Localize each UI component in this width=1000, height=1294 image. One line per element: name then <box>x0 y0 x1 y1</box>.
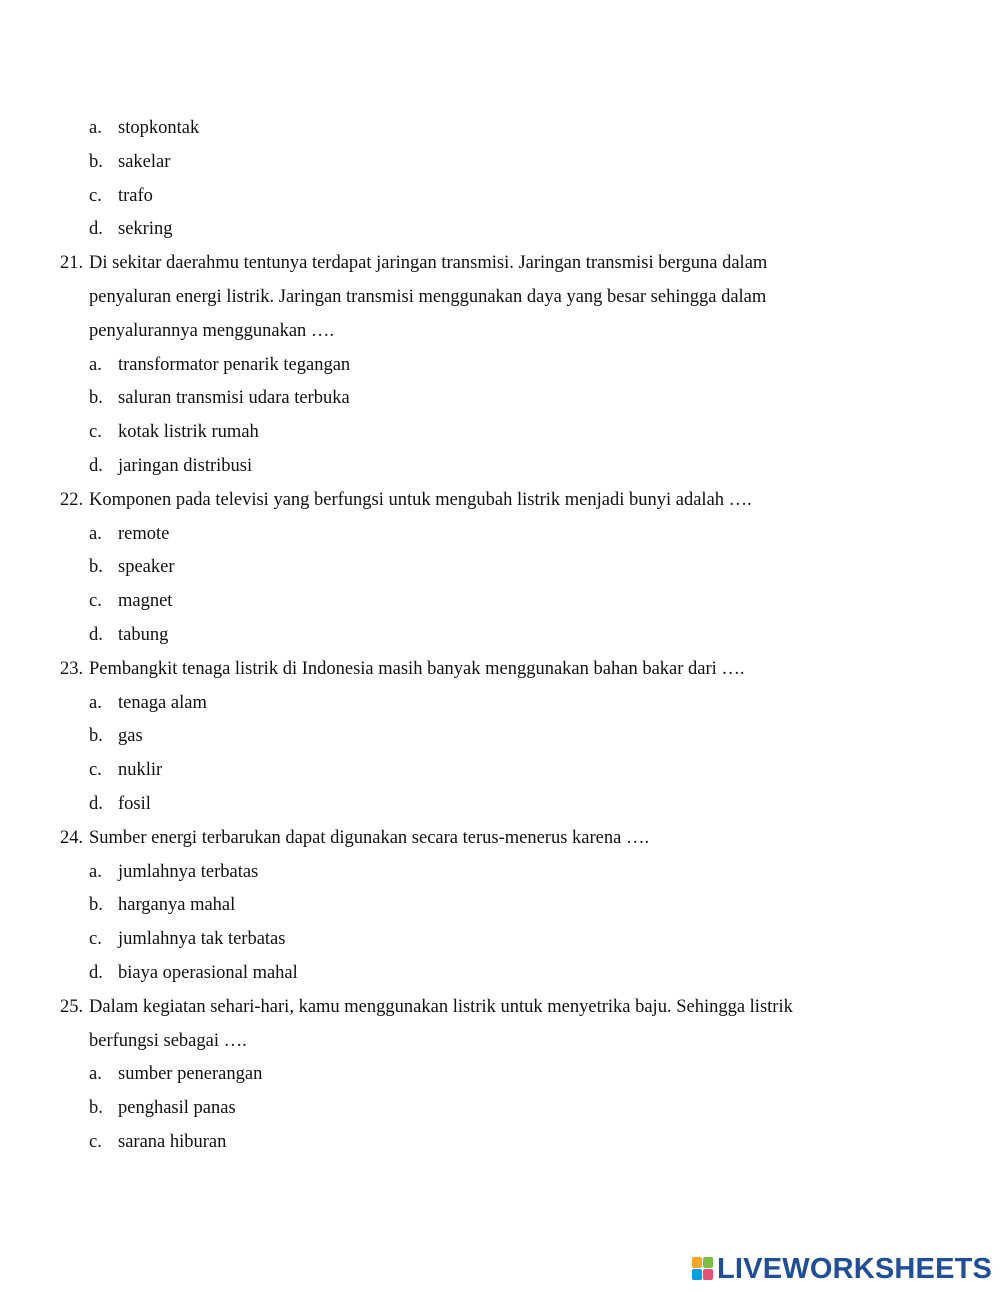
option-text: tenaga alam <box>118 692 207 713</box>
liveworksheets-logo-text: LIVEWORKSHEETS <box>717 1253 993 1285</box>
question-number: 21. <box>60 253 84 274</box>
option-letter: c. <box>89 929 102 950</box>
question-text: Sumber energi terbarukan dapat digunakan secara terus-menerus karena …. <box>89 827 650 848</box>
option-item <box>0 720 1000 754</box>
option-text: sumber penerangan <box>118 1064 263 1085</box>
option-text: jaringan distribusi <box>118 455 253 476</box>
option-text: harganya mahal <box>118 895 236 916</box>
option-item <box>0 349 1000 383</box>
option-letter: c. <box>89 422 102 443</box>
option-item <box>0 788 1000 822</box>
option-text: magnet <box>118 591 173 612</box>
question-line <box>0 315 1000 349</box>
question-number: 23. <box>60 658 84 679</box>
option-item <box>0 382 1000 416</box>
option-item <box>0 180 1000 214</box>
option-item <box>0 856 1000 890</box>
question-number: 24. <box>60 827 84 848</box>
option-item <box>0 112 1000 146</box>
liveworksheets-logo <box>692 1254 992 1284</box>
option-letter: d. <box>89 793 103 814</box>
option-letter: c. <box>89 185 102 206</box>
option-item <box>0 1126 1000 1160</box>
option-item <box>0 213 1000 247</box>
option-letter: c. <box>89 760 102 781</box>
option-letter: a. <box>89 861 102 882</box>
option-item <box>0 754 1000 788</box>
option-letter: b. <box>89 726 103 747</box>
option-text: biaya operasional mahal <box>118 962 298 983</box>
option-letter: d. <box>89 219 103 240</box>
option-text: transformator penarik tegangan <box>118 354 351 375</box>
question-text: Di sekitar daerahmu tentunya terdapat jaringan transmisi. Jaringan transmisi berguna dalam <box>89 253 768 274</box>
option-letter: a. <box>89 118 102 138</box>
option-item <box>0 518 1000 552</box>
question-line <box>0 281 1000 315</box>
option-text: sekring <box>118 219 173 240</box>
option-item <box>0 1058 1000 1092</box>
option-item <box>0 619 1000 653</box>
option-text: sakelar <box>118 151 171 172</box>
option-letter: a. <box>89 523 102 544</box>
option-letter: b. <box>89 151 103 172</box>
option-item <box>0 450 1000 484</box>
option-item <box>0 146 1000 180</box>
option-letter: b. <box>89 388 103 409</box>
worksheet-page <box>0 112 1000 1160</box>
option-text: penghasil panas <box>118 1098 236 1119</box>
question-line <box>0 247 1000 281</box>
option-text: jumlahnya terbatas <box>118 861 259 882</box>
option-letter: c. <box>89 1131 102 1152</box>
option-item <box>0 585 1000 619</box>
question-line <box>0 991 1000 1025</box>
question-text: Dalam kegiatan sehari-hari, kamu menggunakan listrik untuk menyetrika baju. Sehingga listrik <box>89 996 793 1017</box>
question-line <box>0 653 1000 687</box>
option-text: speaker <box>118 557 175 578</box>
option-letter: d. <box>89 624 103 645</box>
option-text: fosil <box>118 793 151 814</box>
option-letter: a. <box>89 354 102 375</box>
question-text: Pembangkit tenaga listrik di Indonesia masih banyak menggunakan bahan bakar dari …. <box>89 658 745 679</box>
question-number: 22. <box>60 489 84 510</box>
question-line <box>0 1025 1000 1059</box>
liveworksheets-logo-icon <box>692 1257 714 1281</box>
option-text: saluran transmisi udara terbuka <box>118 388 350 409</box>
question-text: penyalurannya menggunakan …. <box>89 320 335 341</box>
option-text: trafo <box>118 185 153 206</box>
option-text: tabung <box>118 624 169 645</box>
option-letter: b. <box>89 1098 103 1119</box>
option-letter: a. <box>89 1064 102 1085</box>
option-item <box>0 687 1000 721</box>
question-text: berfungsi sebagai …. <box>89 1030 247 1051</box>
question-line <box>0 484 1000 518</box>
option-text: remote <box>118 523 170 544</box>
question-line <box>0 822 1000 856</box>
option-item <box>0 889 1000 923</box>
option-item <box>0 923 1000 957</box>
question-text: penyaluran energi listrik. Jaringan transmisi menggunakan daya yang besar sehingga dalam <box>89 286 767 307</box>
option-item <box>0 957 1000 991</box>
option-text: stopkontak <box>118 118 200 138</box>
option-letter: b. <box>89 895 103 916</box>
option-letter: b. <box>89 557 103 578</box>
option-item <box>0 416 1000 450</box>
option-text: nuklir <box>118 760 163 781</box>
option-text: jumlahnya tak terbatas <box>118 929 286 950</box>
option-item <box>0 1092 1000 1126</box>
question-number: 25. <box>60 996 84 1017</box>
option-letter: d. <box>89 962 103 983</box>
option-text: kotak listrik rumah <box>118 422 259 443</box>
option-text: gas <box>118 726 143 747</box>
question-text: Komponen pada televisi yang berfungsi untuk mengubah listrik menjadi bunyi adalah …. <box>89 489 752 510</box>
option-letter: a. <box>89 692 102 713</box>
option-letter: d. <box>89 455 103 476</box>
option-text: sarana hiburan <box>118 1131 227 1152</box>
option-item <box>0 551 1000 585</box>
option-letter: c. <box>89 591 102 612</box>
